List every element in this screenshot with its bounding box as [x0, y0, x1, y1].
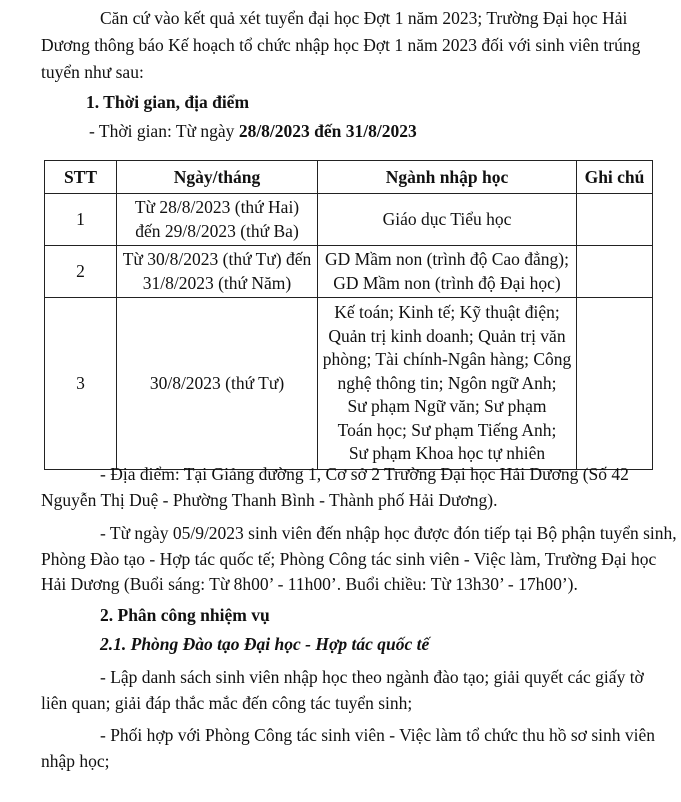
reception-line-2: Phòng Đào tạo - Hợp tác quốc tế; Phòng Công tác sinh viên - Việc làm, Trường Đại học — [41, 549, 657, 569]
intro-line-2: Dương thông báo Kế hoạch tổ chức nhập học Đợt 1 năm 2023 đối với sinh viên trúng — [41, 35, 641, 55]
row-stt: 2 — [45, 246, 117, 298]
time-prefix: - Thời gian: Từ ngày — [89, 121, 239, 141]
time-range: 28/8/2023 đến 31/8/2023 — [238, 121, 417, 141]
table-header-row — [45, 161, 653, 194]
major-line: GD Mầm non (trình độ Đại học) — [333, 272, 561, 293]
major-line: Kế toán; Kinh tế; Kỹ thuật điện; — [334, 302, 560, 323]
table-row — [45, 298, 653, 470]
date-line: đến 29/8/2023 (thứ Ba) — [135, 220, 299, 241]
row-note — [577, 246, 653, 298]
major-line: Sư phạm Ngữ văn; Sư phạm — [347, 396, 547, 417]
date-line: Từ 30/8/2023 (thứ Tư) đến — [122, 249, 312, 269]
intro-line-1: Căn cứ vào kết quả xét tuyển đại học Đợt 1 năm 2023; Trường Đại học Hải — [100, 8, 628, 28]
major-line: Sư phạm Khoa học tự nhiên — [348, 443, 546, 464]
major-line: phòng; Tài chính-Ngân hàng; Công — [322, 349, 572, 370]
table-row — [45, 194, 653, 246]
major-line: Quản trị kinh doanh; Quản trị văn — [328, 325, 566, 346]
row-stt: 1 — [45, 194, 117, 246]
header-stt: STT — [45, 161, 117, 194]
task-2-line-2: nhập học; — [41, 751, 110, 771]
row-major — [318, 298, 577, 470]
table-row — [45, 246, 653, 298]
row-date — [117, 298, 318, 470]
task-1-line-2: liên quan; giải đáp thắc mắc đến công tác tuyển sinh; — [41, 693, 413, 713]
major-line: GD Mầm non (trình độ Cao đẳng); — [325, 249, 569, 269]
row-stt: 3 — [45, 298, 117, 470]
header-note: Ghi chú — [577, 161, 653, 194]
row-major — [318, 194, 577, 246]
row-date — [117, 194, 318, 246]
enrollment-schedule-table — [44, 160, 653, 470]
section2-subheading: 2.1. Phòng Đào tạo Đại học - Hợp tác quốc tế — [100, 634, 430, 654]
section1-heading: 1. Thời gian, địa điểm — [86, 92, 250, 112]
date-line: Từ 28/8/2023 (thứ Hai) — [134, 197, 300, 217]
time-line — [89, 119, 681, 143]
major-line: nghệ thông tin; Ngôn ngữ Anh; — [337, 372, 557, 393]
task-1-line-1: - Lập danh sách sinh viên nhập học theo ngành đào tạo; giải quyết các giấy tờ — [100, 667, 644, 687]
header-date: Ngày/tháng — [117, 161, 318, 194]
major-line: Toán học; Sư phạm Tiếng Anh; — [337, 419, 557, 440]
section2-heading: 2. Phân công nhiệm vụ — [100, 605, 270, 625]
row-major — [318, 246, 577, 298]
header-major: Ngành nhập học — [318, 161, 577, 194]
row-date — [117, 246, 318, 298]
reception-line-1: - Từ ngày 05/9/2023 sinh viên đến nhập học được đón tiếp tại Bộ phận tuyển sinh, — [100, 523, 677, 543]
date-line: 30/8/2023 (thứ Tư) — [149, 372, 285, 393]
intro-line-3: tuyển như sau: — [41, 62, 144, 82]
location-line-2: Nguyễn Thị Duệ - Phường Thanh Bình - Thành phố Hải Dương). — [41, 490, 498, 510]
row-note — [577, 298, 653, 470]
task-2-line-1: - Phối hợp với Phòng Công tác sinh viên - Việc làm tổ chức thu hồ sơ sinh viên — [100, 725, 655, 745]
location-line-1: - Địa điểm: Tại Giảng đường 1, Cơ sở 2 Trường Đại học Hải Dương (Số 42 — [100, 464, 629, 484]
major-line: Giáo dục Tiểu học — [382, 208, 512, 229]
date-line: 31/8/2023 (thứ Năm) — [142, 272, 292, 293]
row-note — [577, 194, 653, 246]
reception-line-3: Hải Dương (Buổi sáng: Từ 8h00’ - 11h00’. Buổi chiều: Từ 13h30’ - 17h00’). — [41, 574, 578, 594]
